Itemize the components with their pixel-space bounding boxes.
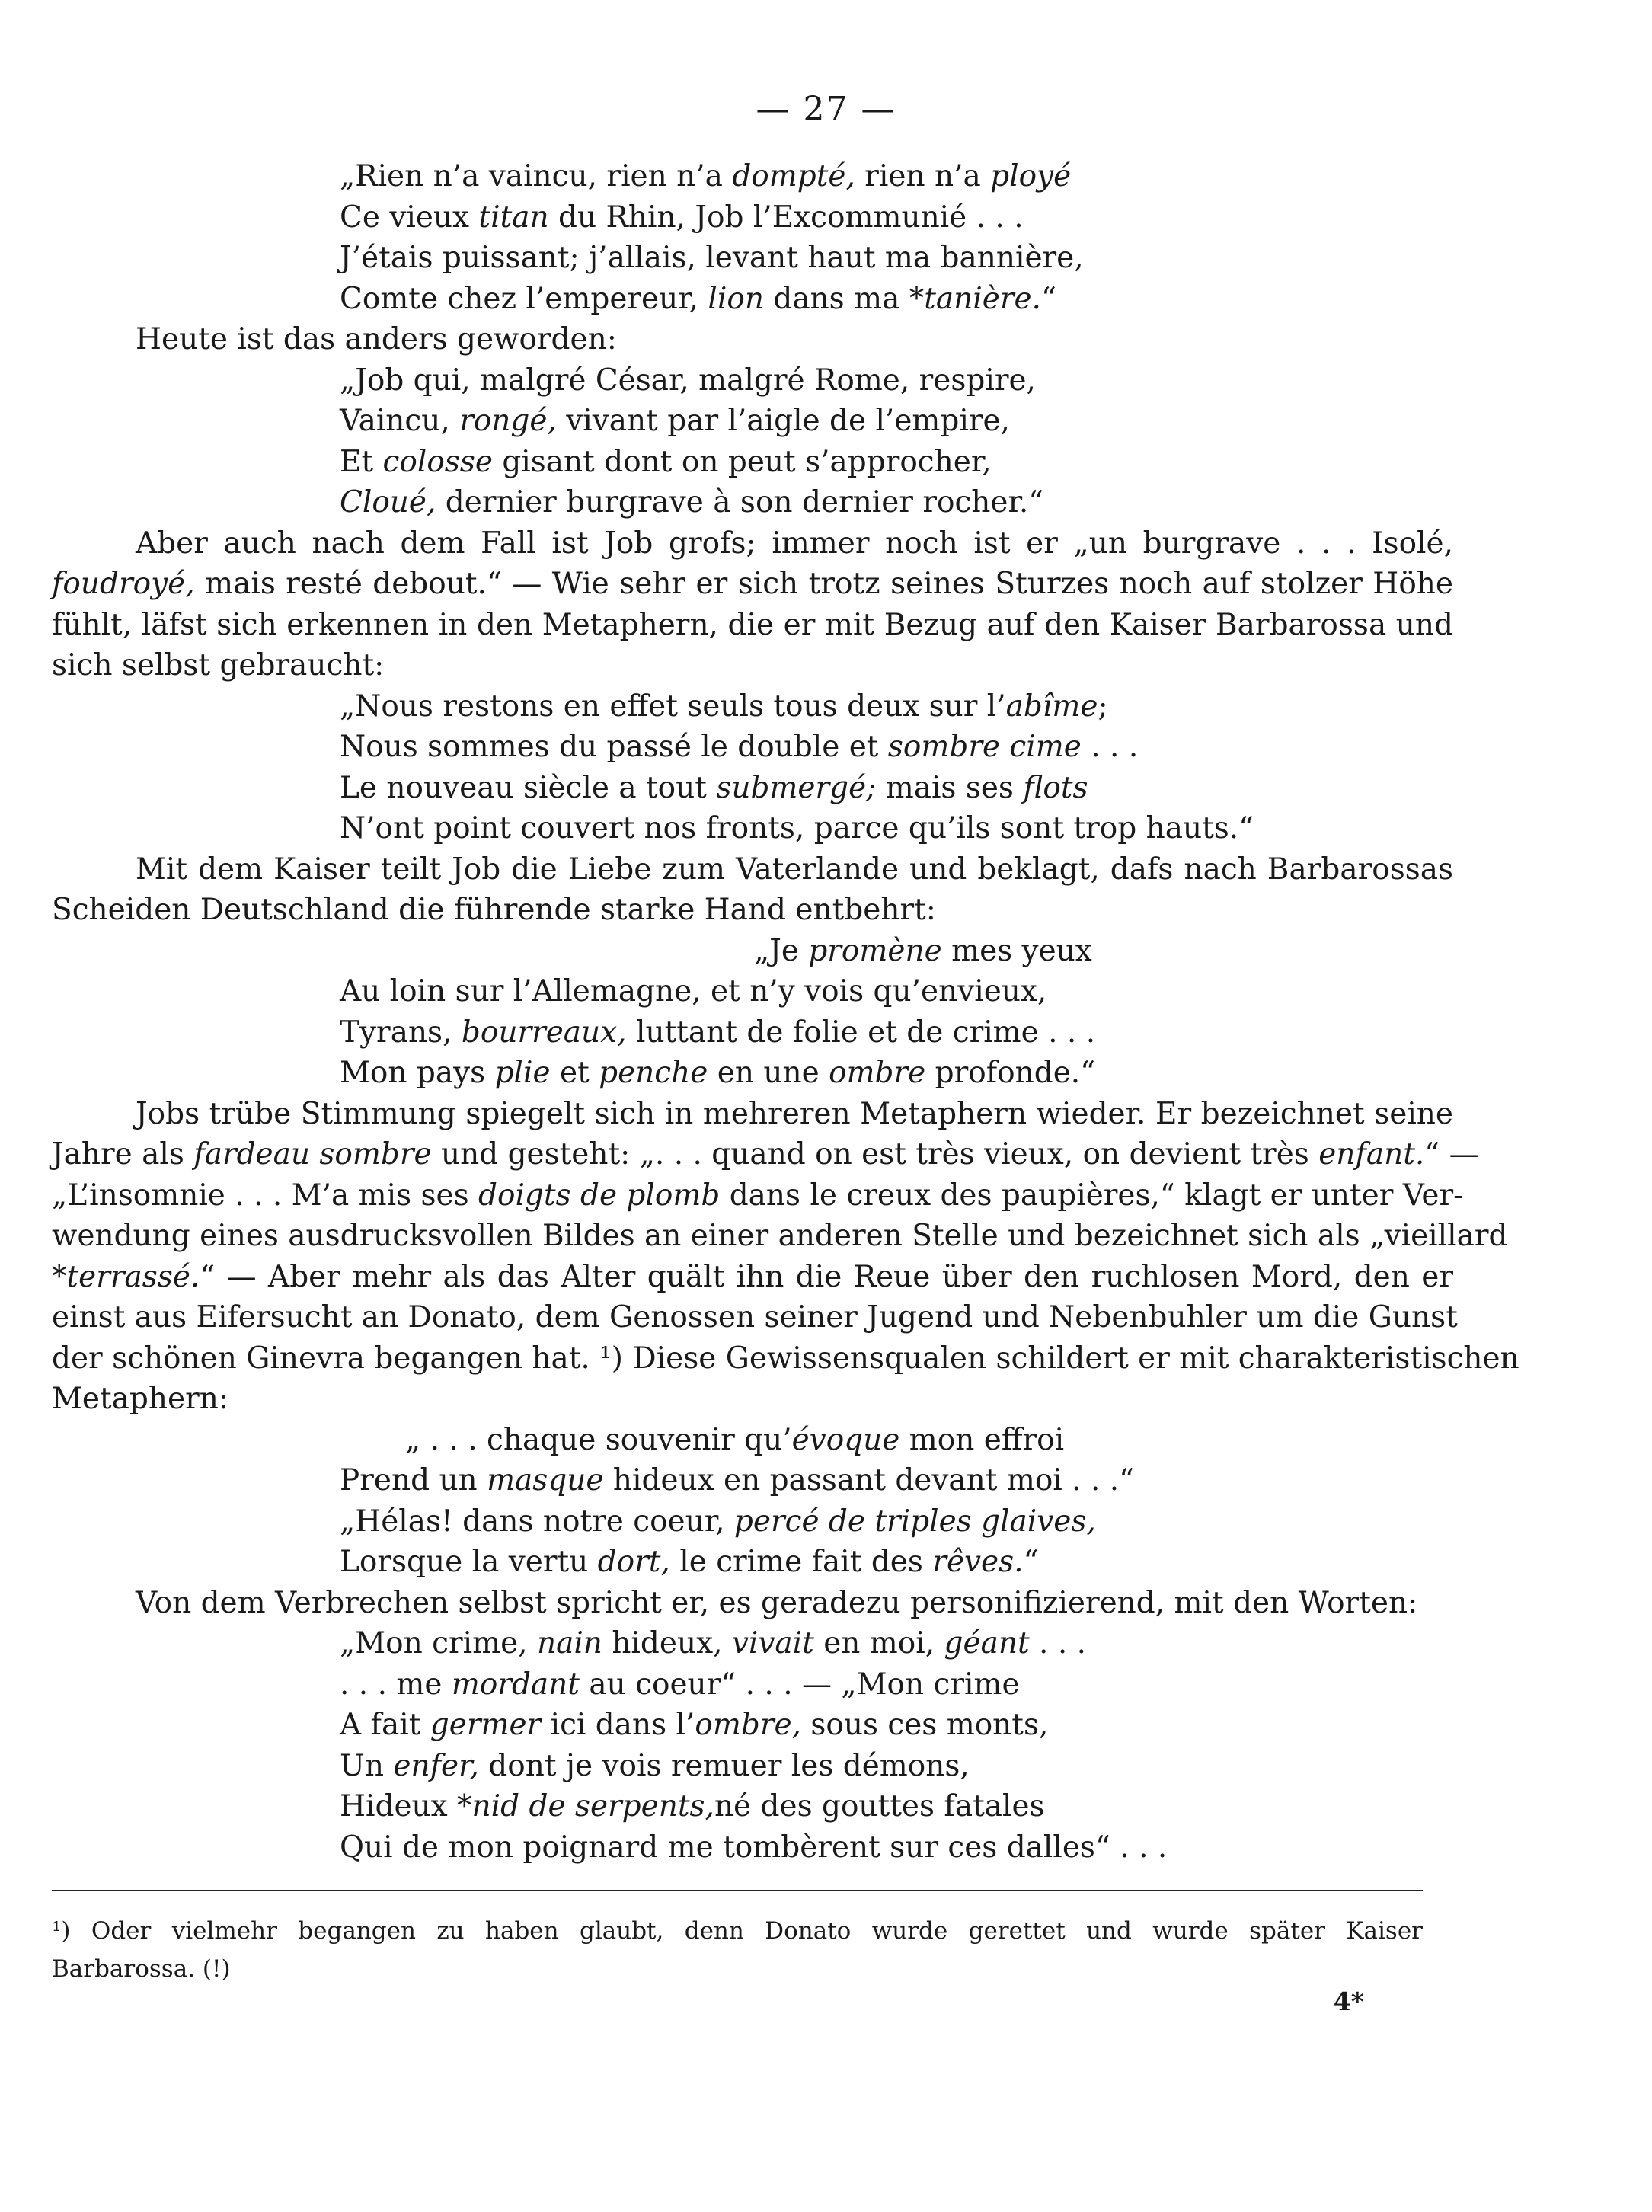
text-run: mais resté debout.“ — Wie sehr er sich trotz seines Sturzes noch auf stolzer Höhe (194, 567, 1453, 601)
italic-phrase: colosse (382, 444, 493, 479)
italic-phrase: dompté, (732, 159, 855, 193)
italic-phrase: géant (944, 1626, 1030, 1661)
text-run: Hideux (340, 1789, 458, 1824)
text-run: ici dans l’ (541, 1708, 695, 1742)
text-line (52, 849, 1453, 890)
italic-phrase: germer (430, 1708, 542, 1742)
text-line (52, 319, 1453, 360)
text-line (52, 360, 1453, 401)
text-line (52, 1705, 1453, 1746)
text-run: “ (1023, 1545, 1039, 1579)
text-line (52, 768, 1453, 809)
text-line (52, 1583, 1453, 1624)
text-run: „Job qui, malgré César, malgré Rome, respire, (340, 363, 1036, 398)
text-run: wendung eines ausdrucksvollen Bildes an einer anderen Stelle und bezeichnet sich als „vieillard (52, 1219, 1508, 1253)
text-line (52, 238, 1453, 279)
text-line (52, 482, 1453, 523)
text-line (52, 564, 1453, 605)
italic-phrase: *nid de serpents, (457, 1789, 714, 1824)
text-line (52, 1012, 1453, 1053)
text-run: A fait (340, 1708, 430, 1742)
italic-phrase: rongé, (459, 404, 557, 438)
italic-phrase: ombre (829, 1056, 926, 1090)
text-line (52, 1297, 1458, 1338)
signature-mark: 4* (1333, 1987, 1364, 2016)
text-line (52, 1786, 1453, 1827)
italic-phrase: bourreaux, (461, 1015, 627, 1050)
text-run: vivant par l’aigle de l’empire, (556, 404, 1010, 438)
footnote-rule (52, 1890, 1423, 1891)
italic-phrase: *terrassé. (52, 1259, 200, 1294)
italic-phrase: foudroyé, (52, 567, 195, 601)
text-line (52, 1134, 1479, 1175)
text-line (52, 1216, 1508, 1257)
text-run: Nous sommes du passé le double et (340, 730, 888, 764)
footnote-line: ¹) Oder vielmehr begangen zu haben glaubt, denn Donato wurde gerettet und wurde später Kaiser (52, 1917, 1423, 1945)
footnote (52, 1912, 1423, 1988)
text-line (52, 931, 1453, 972)
text-run: Vaincu, (340, 404, 460, 438)
italic-phrase: ployé (990, 159, 1072, 193)
italic-phrase: dort, (597, 1545, 670, 1579)
italic-phrase: abîme (1005, 689, 1098, 724)
text-run: „Mon crime, (340, 1626, 537, 1661)
text-run: ; (1098, 689, 1108, 724)
text-run: Heute ist das anders geworden: (136, 322, 617, 356)
text-line (52, 1542, 1453, 1583)
text-run: . . . (1081, 730, 1139, 764)
text-run: Jobs trübe Stimmung spiegelt sich in mehreren Metaphern wieder. Er bezeichnet seine (136, 1096, 1453, 1131)
text-line (52, 1379, 1453, 1420)
text-run: dont je vois remuer les démons, (478, 1748, 970, 1783)
text-run: „Nous restons en effet seuls tous deux sur l’ (340, 689, 1006, 724)
text-run: „Hélas! dans notre coeur, (340, 1504, 734, 1539)
text-run: J’étais puissant; j’allais, levant haut ma bannière, (340, 241, 1084, 275)
text-run: Prend un (340, 1463, 487, 1498)
text-run: profonde.“ (925, 1056, 1096, 1090)
text-run: au coeur“ . . . — „Mon crime (579, 1667, 1020, 1702)
text-run: Scheiden Deutschland die führende starke Hand entbehrt: (52, 893, 936, 927)
text-run: Mit dem Kaiser teilt Job die Liebe zum Vaterlande und beklagt, dafs nach Barbarossas (136, 852, 1453, 887)
text-run: und gesteht: „. . . quand on est très vieux, on devient très (431, 1137, 1319, 1172)
text-line (52, 645, 1453, 686)
main-text (52, 156, 1519, 1868)
text-run: „Je (754, 933, 809, 968)
italic-phrase: enfer, (393, 1748, 479, 1783)
text-run: “ (1040, 281, 1056, 316)
text-run: sous ces monts, (800, 1708, 1049, 1742)
text-run: einst aus Eifersucht an Donato, dem Genossen seiner Jugend und Nebenbuhler um die Gunst (52, 1300, 1458, 1335)
text-run: dans ma (763, 281, 909, 316)
text-run: N’ont point couvert nos fronts, parce qu’ils sont trop hauts.“ (340, 811, 1254, 845)
text-run: mes yeux (941, 933, 1092, 968)
text-line (52, 156, 1453, 197)
text-line (52, 279, 1453, 320)
text-run: hideux, (602, 1626, 732, 1661)
text-run: Aber auch nach dem Fall ist Job grofs; immer noch ist er „un burgrave . . . Isolé, (136, 526, 1453, 561)
text-line (52, 1094, 1453, 1135)
text-run: Tyrans, (340, 1015, 462, 1050)
footnote-line: Barbarossa. (!) (52, 1955, 231, 1983)
text-line (52, 1827, 1453, 1868)
text-line (52, 197, 1453, 238)
text-run: “ — Aber mehr als das Alter quält ihn die Reue über den ruchlosen Mord, den er (200, 1259, 1453, 1294)
text-line (52, 686, 1453, 727)
text-run: Le nouveau siècle a tout (340, 770, 717, 805)
text-line (52, 1460, 1453, 1501)
text-run: du Rhin, Job l’Excommunié . . . (548, 200, 1024, 235)
italic-phrase: rêves. (932, 1545, 1024, 1579)
italic-phrase: doigts de plomb (478, 1178, 721, 1213)
text-run: en moi, (813, 1626, 944, 1661)
italic-phrase: titan (478, 200, 549, 235)
text-run: der schönen Ginevra begangen hat. ¹) Diese Gewissensqualen schildert er mit charakteristischen (52, 1341, 1519, 1376)
text-line (52, 401, 1453, 442)
text-line (52, 605, 1453, 646)
text-line (52, 890, 1453, 931)
text-line (52, 808, 1453, 849)
italic-phrase: flots (1023, 770, 1088, 805)
text-line (52, 1338, 1519, 1379)
text-line (52, 442, 1453, 483)
italic-phrase: mordant (451, 1667, 580, 1702)
italic-phrase: percé de triples glaives, (733, 1504, 1096, 1539)
text-run: . . . (1029, 1626, 1087, 1661)
text-run: Lorsque la vertu (340, 1545, 598, 1579)
text-run: sich selbst gebraucht: (52, 648, 385, 682)
text-run: „L’insomnie . . . M’a mis ses (52, 1178, 479, 1213)
italic-phrase: évoque (791, 1422, 900, 1457)
italic-phrase: nain (536, 1626, 602, 1661)
text-run: gisant dont on peut s’approcher, (492, 444, 992, 479)
text-line (52, 1175, 1464, 1216)
text-line (52, 1623, 1453, 1664)
text-run: „Rien n’a vaincu, rien n’a (340, 159, 733, 193)
italic-phrase: penche (599, 1056, 708, 1090)
italic-phrase: masque (487, 1463, 604, 1498)
text-run: Un (340, 1748, 394, 1783)
text-run: mon effroi (899, 1422, 1065, 1457)
text-line (52, 1501, 1453, 1542)
italic-phrase: fardeau sombre (193, 1137, 432, 1172)
italic-phrase: ombre, (695, 1708, 801, 1742)
text-run: Et (340, 444, 383, 479)
text-line (52, 1664, 1453, 1705)
text-run: en une (708, 1056, 829, 1090)
text-line (52, 1746, 1453, 1787)
text-line (52, 1257, 1453, 1298)
text-run: Au loin sur l’Allemagne, et n’y vois qu’envieux, (340, 974, 1047, 1009)
text-run: dernier burgrave à son dernier rocher.“ (436, 485, 1044, 519)
text-run: et (550, 1056, 599, 1090)
text-run: Comte chez l’empereur, (340, 281, 708, 316)
text-line (52, 971, 1453, 1012)
text-run: fühlt, läfst sich erkennen in den Metaphern, die er mit Bezug auf den Kaiser Barbarossa und (52, 607, 1453, 642)
text-run: Ce vieux (340, 200, 479, 235)
text-run: Mon pays (340, 1056, 495, 1090)
text-run: “ — (1424, 1137, 1479, 1172)
text-line (52, 727, 1453, 768)
text-line (52, 1420, 1453, 1461)
text-run: luttant de folie et de crime . . . (626, 1015, 1096, 1050)
italic-phrase: sombre cime (887, 730, 1082, 764)
italic-phrase: vivait (731, 1626, 814, 1661)
text-run: . . . me (340, 1667, 452, 1702)
text-run: Von dem Verbrechen selbst spricht er, es geradezu personifizierend, mit den Worten: (136, 1585, 1418, 1620)
text-run: le crime fait des (669, 1545, 933, 1579)
text-run: Jahre als (52, 1137, 194, 1172)
text-run: Qui de mon poignard me tombèrent sur ces dalles“ . . . (340, 1830, 1168, 1865)
text-run: dans le creux des paupières,“ klagt er unter Ver- (720, 1178, 1464, 1213)
italic-phrase: submergé; (716, 770, 877, 805)
text-run: hideux en passant devant moi . . .“ (603, 1463, 1135, 1498)
italic-phrase: promène (808, 933, 942, 968)
text-run: Metaphern: (52, 1382, 229, 1416)
page-number: — 27 — (756, 90, 896, 129)
text-run: mais ses (876, 770, 1024, 805)
text-line (52, 523, 1453, 564)
italic-phrase: lion (708, 281, 764, 316)
text-run: „ . . . chaque souvenir qu’ (405, 1422, 792, 1457)
italic-phrase: Cloué, (340, 485, 436, 519)
text-run: né des gouttes fatales (714, 1789, 1045, 1824)
italic-phrase: plie (494, 1056, 551, 1090)
text-line (52, 1053, 1453, 1094)
italic-phrase: *tanière. (909, 281, 1041, 316)
italic-phrase: enfant. (1318, 1137, 1425, 1172)
text-run: rien n’a (855, 159, 991, 193)
